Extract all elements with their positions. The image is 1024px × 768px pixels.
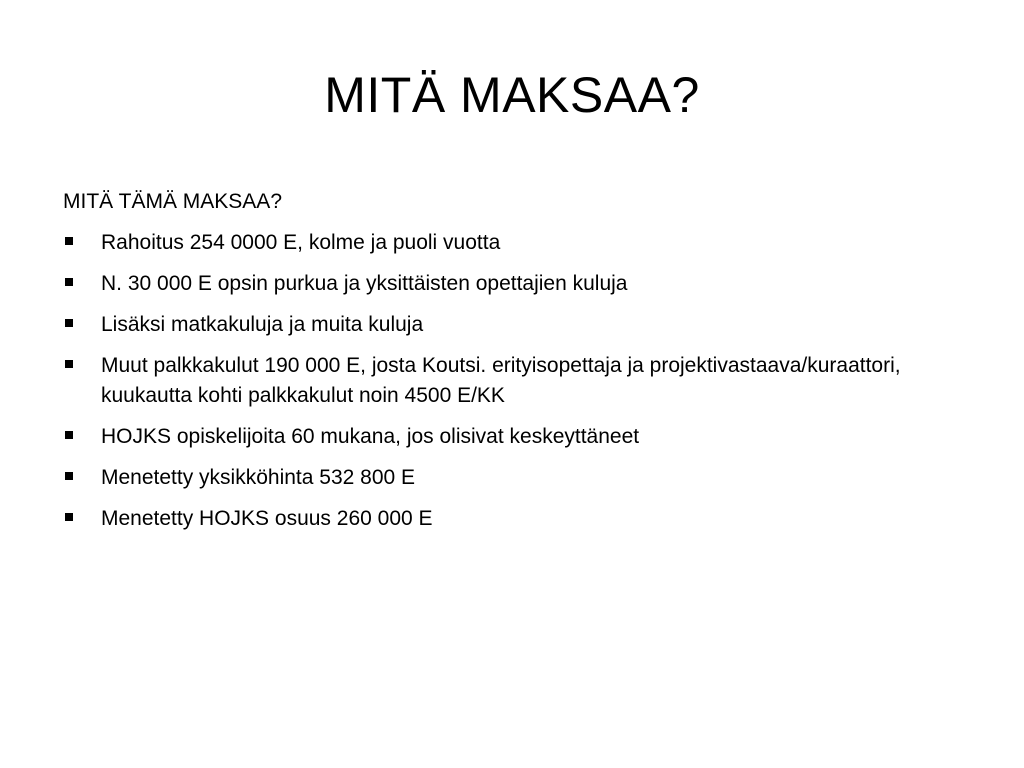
intro-text: MITÄ TÄMÄ MAKSAA?: [63, 190, 282, 213]
square-bullet-icon: [65, 431, 73, 439]
square-bullet-icon: [65, 319, 73, 327]
bullet-text: Muut palkkakulut 190 000 E, josta Koutsi. erityisopettaja ja projektivastaava/kuraattori, kuukautta kohti palkkakulut noin 4500 E/KK: [101, 354, 901, 407]
bullet-text: N. 30 000 E opsin purkua ja yksittäisten opettajien kuluja: [101, 272, 628, 295]
bullet-item: [63, 228, 963, 258]
bullet-text: HOJKS opiskelijoita 60 mukana, jos olisivat keskeyttäneet: [101, 425, 640, 448]
slide-title: MITÄ MAKSAA?: [324, 67, 700, 123]
bullet-item: [63, 463, 963, 493]
square-bullet-icon: [65, 278, 73, 286]
bullet-item: [63, 351, 963, 411]
bullet-text: Lisäksi matkakuluja ja muita kuluja: [101, 313, 424, 336]
bullet-item: [63, 422, 963, 452]
square-bullet-icon: [65, 513, 73, 521]
square-bullet-icon: [65, 472, 73, 480]
bullet-list: [63, 228, 963, 545]
bullet-item: [63, 310, 963, 340]
bullet-item: [63, 269, 963, 299]
bullet-item: [63, 504, 963, 534]
bullet-text: Menetetty HOJKS osuus 260 000 E: [101, 507, 433, 530]
bullet-text: Rahoitus 254 0000 E, kolme ja puoli vuotta: [101, 231, 501, 254]
square-bullet-icon: [65, 360, 73, 368]
square-bullet-icon: [65, 237, 73, 245]
bullet-text: Menetetty yksikköhinta 532 800 E: [101, 466, 416, 489]
